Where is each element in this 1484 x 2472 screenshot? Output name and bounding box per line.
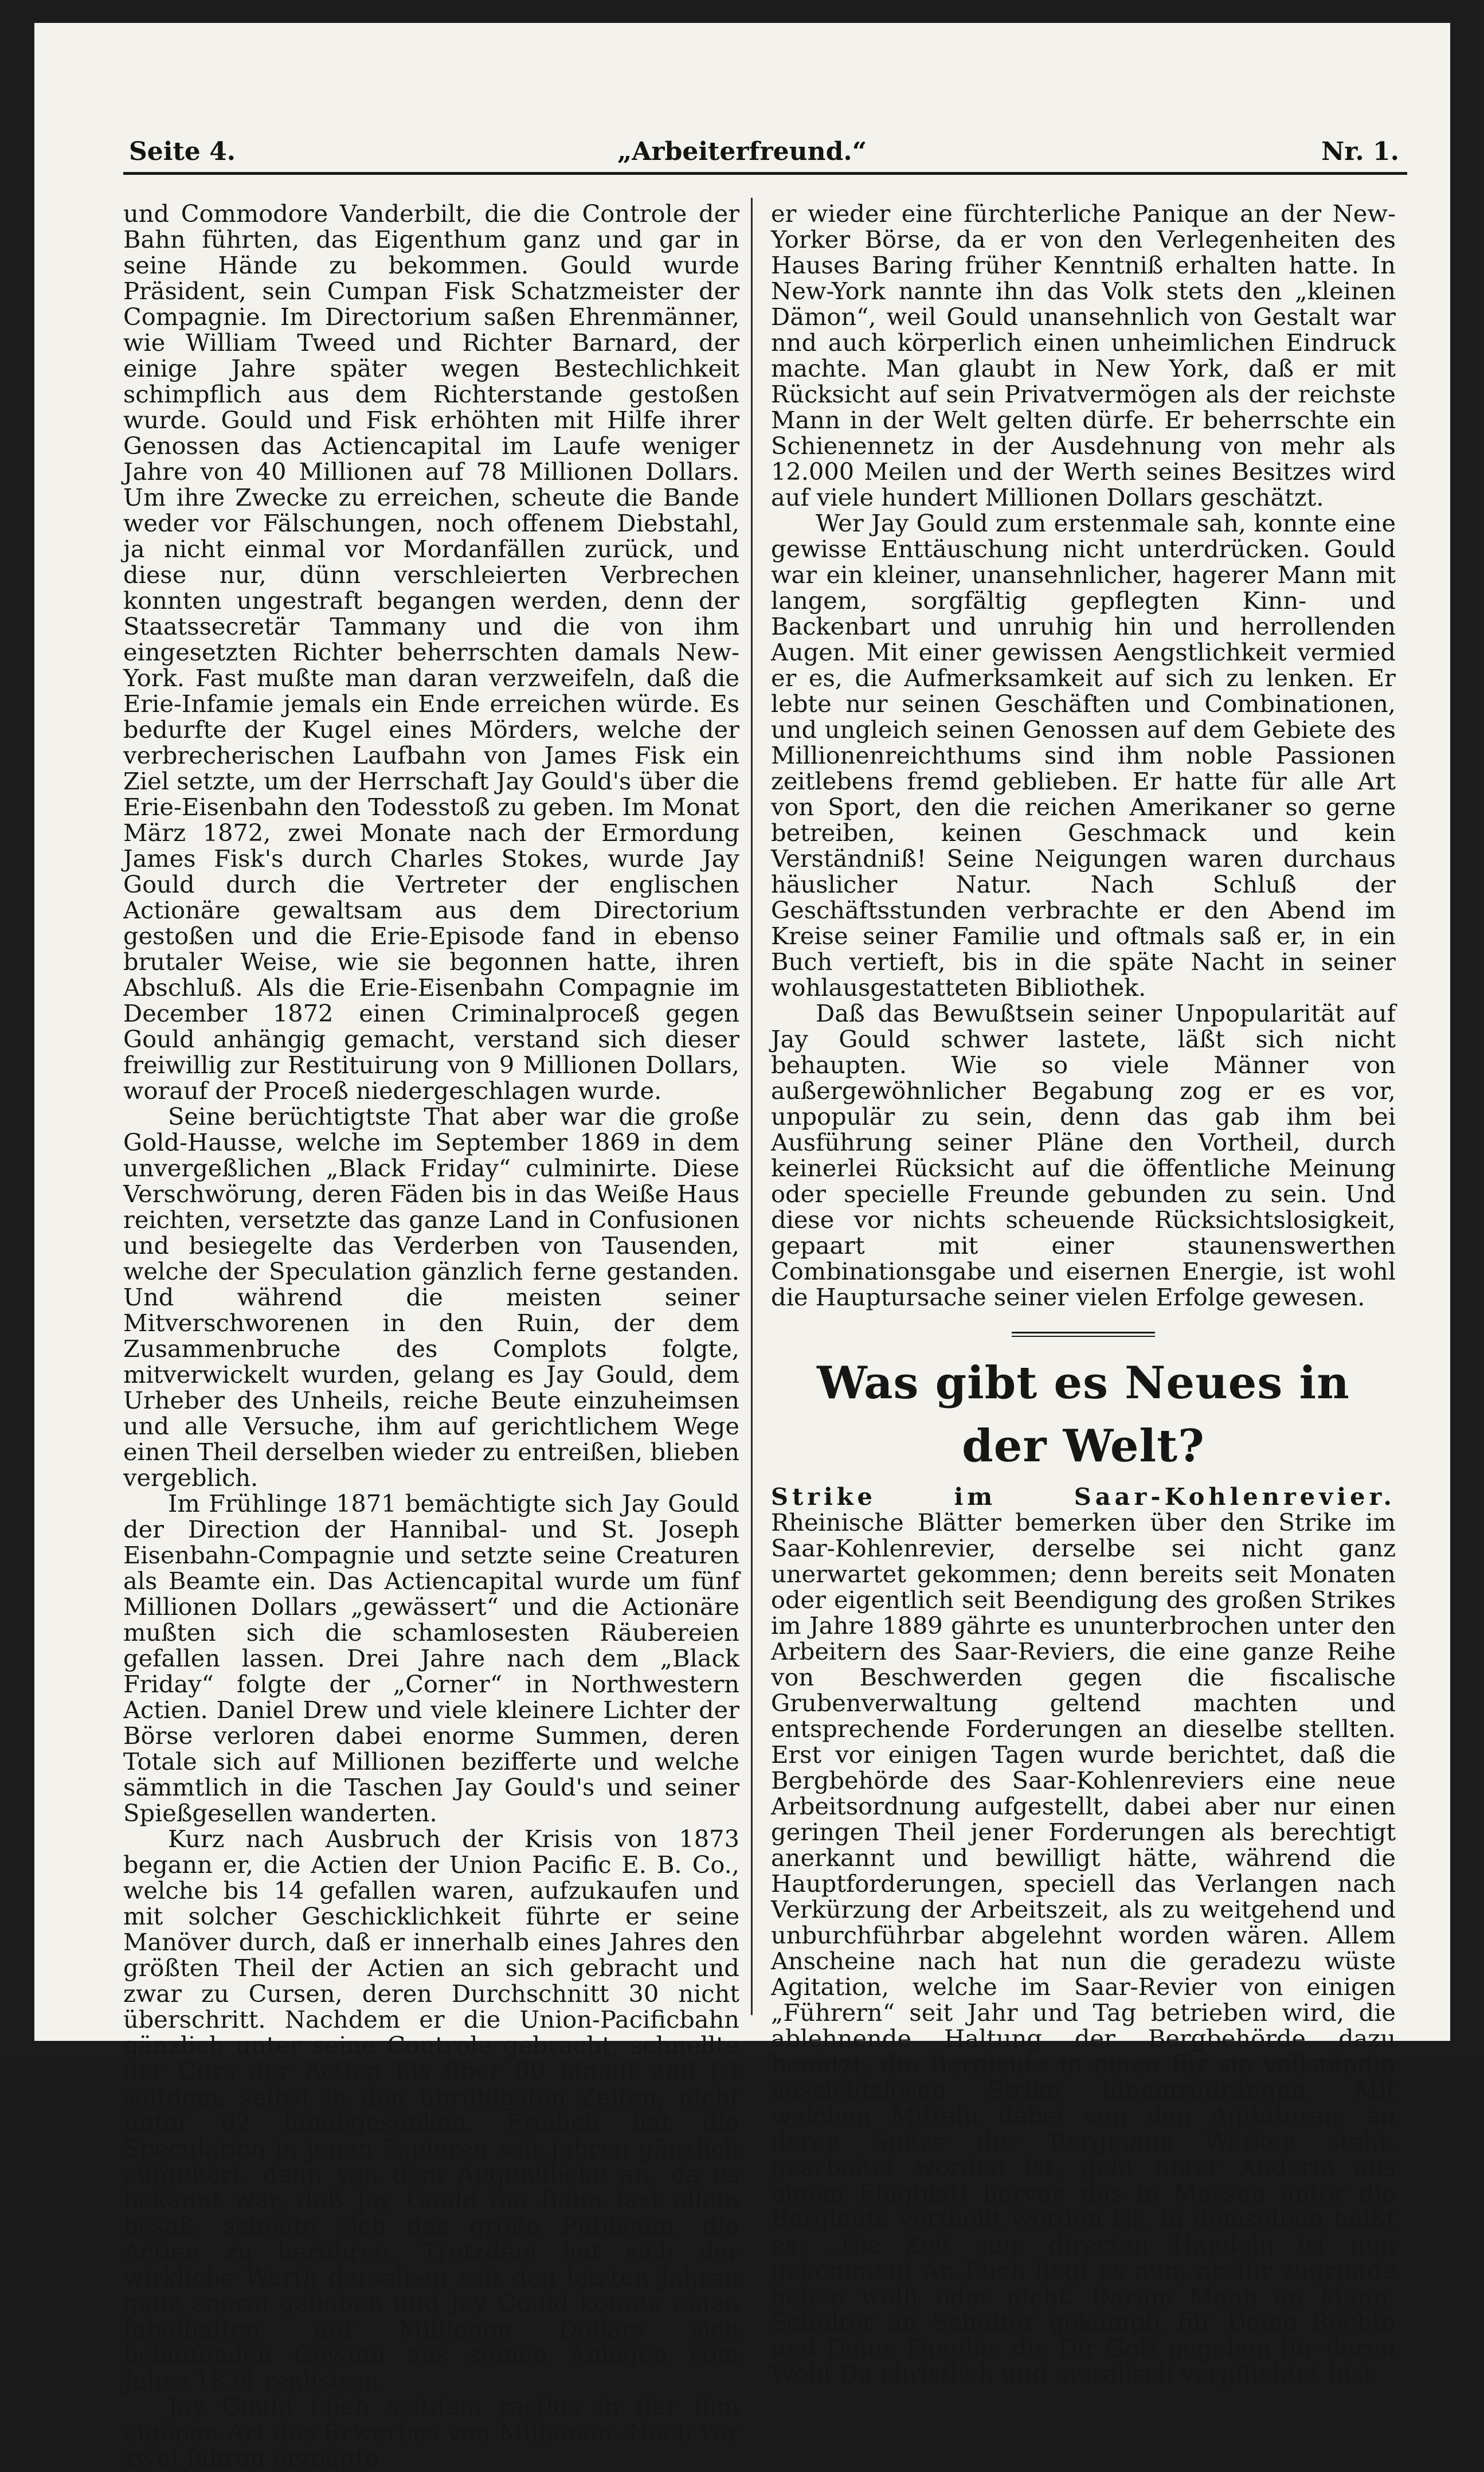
page-number-label: Seite 4. (129, 137, 236, 166)
section-title: Was gibt es Neues in der Welt? (817, 1357, 1350, 1472)
paragraph: er wieder eine fürchterliche Panique an der New-Yorker Börse, da er von den Verlegenheiten des Hauses Baring früher Kenntniß erhalten hatte. In New-York nannte ihn das Volk stets den „kleinen Dämon“, weil Gould unansehnlich von Gestalt war nnd auch körperlich einen unheimlichen Eindruck machte. Man glaubt in New York, daß er mit Rücksicht auf sein Privatvermögen als der reichste Mann in der Welt gelten dürfe. Er beherrschte ein Schienennetz in der Ausdehnung von mehr als 12.000 Meilen und der Werth seines Besitzes wird auf viele hundert Millionen Dollars geschätzt. (771, 200, 1396, 511)
right-column (771, 201, 1396, 2387)
paragraph: Wer Jay Gould zum erstenmale sah, konnte eine gewisse Enttäuschung nicht unterdrücken. Gould war ein kleiner, unansehnlicher, hagerer Mann mit langem, sorgfältig gepflegten Kinn- und Backenbart und unruhig hin und herrollenden Augen. Mit einer gewissen Aengstlichkeit vermied er es, die Aufmerksamkeit auf sich zu lenken. Er lebte nur seinen Geschäften und Combinationen, und ungleich seinen Genossen auf dem Gebiete des Millionenreichthums sind ihm noble Passionen zeitlebens fremd geblieben. Er hatte für alle Art von Sport, den die reichen Amerikaner so gerne betreiben, keinen Geschmack und kein Verständniß! Seine Neigungen waren durchaus häuslicher Natur. Nach Schluß der Geschäftsstunden verbrachte er den Abend im Kreise seiner Familie und oftmals saß er, in ein Buch vertieft, bis in die späte Nacht in seiner wohlausgestatteten Bibliothek. (771, 509, 1396, 1002)
paragraph: und Commodore Vanderbilt, die die Controle der Bahn führten, das Eigenthum ganz und gar in seine Hände zu bekommen. Gould wurde Präsident, sein Cumpan Fisk Schatzmeister der Compagnie. Im Directorium saßen Ehrenmänner, wie William Tweed und Richter Barnard, der einige Jahre später wegen Bestechlichkeit schimpflich aus dem Richterstande gestoßen wurde. Gould und Fisk erhöhten mit Hilfe ihrer Genossen das Actiencapital im Laufe weniger Jahre von 40 Millionen auf 78 Millionen Dollars. Um ihre Zwecke zu erreichen, scheute die Bande weder vor Fälschungen, noch offenem Diebstahl, ja nicht einmal vor Mordanfällen zurück, und diese nur, dünn verschleierten Verbrechen konnten ungestraft begangen werden, denn der Staatssecretär Tammany und die von ihm eingesetzten Richter beherrschten damals New-York. Fast mußte man daran verzweifeln, daß die Erie-Infamie jemals ein Ende erreichen würde. Es bedurfte der Kugel eines Mörders, welche der verbrecherischen Laufbahn von James Fisk ein Ziel setzte, um der Herrschaft Jay Gould's über die Erie-Eisenbahn den Todesstoß zu geben. Im Monat März 1872, zwei Monate nach der Ermordung James Fisk's durch Charles Stokes, wurde Jay Gould durch die Vertreter der englischen Actionäre gewaltsam aus dem Directorium gestoßen und die Erie-Episode fand in ebenso brutaler Weise, wie sie begonnen hatte, ihren Abschluß. Als die Erie-Eisenbahn Compagnie im December 1872 einen Criminalproceß gegen Gould anhängig gemacht, verstand sich dieser freiwillig zur Restituirung von 9 Millionen Dollars, worauf der Proceß niedergeschlagen wurde. (123, 200, 739, 1105)
paragraph: Jay Gould blieb seitdem rastlos in der ihm eigenen Art des Erwerbes von Millionen. Noch vor zwei Jahren erzeugte (123, 2392, 739, 2472)
paragraph: Daß das Bewußtsein seiner Unpopularität auf Jay Gould schwer lastete, läßt sich nicht behaupten. Wie so viele Männer von außergewöhnlicher Begabung zog er es vor, unpopulär zu sein, denn das gab ihm bei Ausführung seiner Pläne den Vortheil, durch keinerlei Rücksicht auf die öffentliche Meinung oder specielle Freunde gebunden zu sein. Und diese vor nichts scheuende Rücksichtslosigkeit, gepaart mit einer staunenswerthen Combinationsgabe und eisernen Energie, ist wohl die Hauptursache seiner vielen Erfolge gewesen. (771, 999, 1396, 1311)
paragraph: Seine berüchtigtste That aber war die große Gold-Hausse, welche im September 1869 in dem unvergeßlichen „Black Friday“ culminirte. Diese Verschwörung, deren Fäden bis in das Weiße Haus reichten, versetzte das ganze Land in Confusionen und besiegelte das Verderben von Tausenden, welche der Speculation gänzlich ferne gestanden. Und während die meisten seiner Mitverschworenen in den Ruin, der dem Zusammenbruche des Complots folgte, mitverwickelt wurden, gelang es Jay Gould, dem Urheber des Unheils, reiche Beute einzuheimsen und alle Versuche, ihm auf gerichtlichem Wege einen Theil derselben wieder zu entreißen, blieben vergeblich. (123, 1102, 739, 1492)
issue-number: Nr. 1. (1321, 137, 1399, 166)
paragraph: Im Frühlinge 1871 bemächtigte sich Jay Gould der Direction der Hannibal- und St. Joseph Eisenbahn-Compagnie und setzte seine Creaturen als Beamte ein. Das Actiencapital wurde um fünf Millionen Dollars „gewässert“ und die Actionäre mußten sich die schamlosesten Räubereien gefallen lassen. Drei Jahre nach dem „Black Friday“ folgte der „Corner“ in Northwestern Actien. Daniel Drew und viele kleinere Lichter der Börse verloren dabei enorme Summen, deren Totale sich auf Millionen bezifferte und welche sämmtlich in die Taschen Jay Gould's und seiner Spießgesellen wanderten. (123, 1489, 739, 1827)
article (771, 1484, 1396, 2387)
section-ornament (771, 1316, 1396, 1347)
header-rule (123, 172, 1407, 175)
column-divider (751, 198, 753, 2015)
masthead-title: „Arbeiterfreund.“ (617, 137, 867, 166)
paragraph: Kurz nach Ausbruch der Krisis von 1873 begann er, die Actien der Union Pacific E. B. Co., welche bis 14 gefallen waren, aufzukaufen und mit solcher Geschicklichkeit führte er seine Manöver durch, daß er innerhalb eines Jahres den größten Theil der Actien an sich gebracht und zwar zu Cursen, deren Durchschnitt 30 nicht überschritt. Nachdem er die Union-Pacificbahn gänzlich unter seine Controle gebracht, schnellte der Curs der Actien bis über 80 hinauf und ist seitdem, selbst in den unruhigsten Zeiten, nicht unter 62 hinabgesunken. Freilich hat die Speculation in jenen Papieren seit Jahren gänzlich aufgehört, denn von dem Augenblicke an, da es bekannt war, daß Jay Gould die Bahn fast allein besaß, scheute sich das große Publicum, die Actien zu berühren. Trotzdem hat sich der wirkliche Werth derselben seit den letzten Jahren ganz enorm gehoben und Jay Gould konnte einen fabelhaften, auf Millionen Dollars sich belaufenden Gewinn aus seinen Anlagen vom Jahre 1874 realisiren. (123, 1825, 739, 2395)
ornament-rule (1012, 1332, 1155, 1337)
article-text: Rheinische Blätter bemerken über den Strike im Saar-Kohlenrevier, derselbe sei nicht ganz unerwartet gekommen; denn bereits seit Monaten oder eigentlich seit Beendigung des großen Strikes im Jahre 1889 gährte es ununterbrochen unter den Arbeitern des Saar-Reviers, die eine ganze Reihe von Beschwerden gegen die fiscalische Grubenverwaltung geltend machten und entsprechende Forderungen an dieselbe stellten. Erst vor einigen Tagen wurde berichtet, daß die Bergbehörde des Saar-Kohlenreviers eine neue Arbeitsordnung aufgestellt, dabei aber nur einen geringen Theil jener Forderungen als berechtigt anerkannt und bewilligt hätte, während die Hauptforderungen, speciell das Verlangen nach Verkürzung der Arbeitszeit, als zu weitgehend und unburchführbar abgelehnt worden wären. Allem Anscheine nach hat nun die geradezu wüste Agitation, welche im Saar-Revier von einigen „Führern“ seit Jahr und Tag betrieben wird, die ablehnende Haltung der Bergbehörde dazu benützt, die Bergleute in einen für sie vollständig aussichtslosen Strike hineinzudrängen. Mit welchen Mitteln dabei von den Agitatoren, an deren Spitze der Bergmann Warken steht, gearbeitet worden ist, geht unter Anderm aus einem Flugblatt hervor, das in Massen unter die Bergleute vertheilt worden ist. In demselben heißt es: „Die Zeit zum directen Handeln ist nun gekommen! An Euch liegt es nun, ob Ihr zugrunde gehen wollt oder nicht. Darum Mann an Mann, Schulter an Schulter gekämpft für Deine Rechte und Deine Familie, die Dir Gott gegeben für deren Wohl Du christlich und moralisch verpflichtet bist (771, 1508, 1396, 2388)
left-column (123, 201, 739, 2471)
article-subhead: Strike im Saar-Kohlenrevier. (771, 1483, 1396, 1511)
